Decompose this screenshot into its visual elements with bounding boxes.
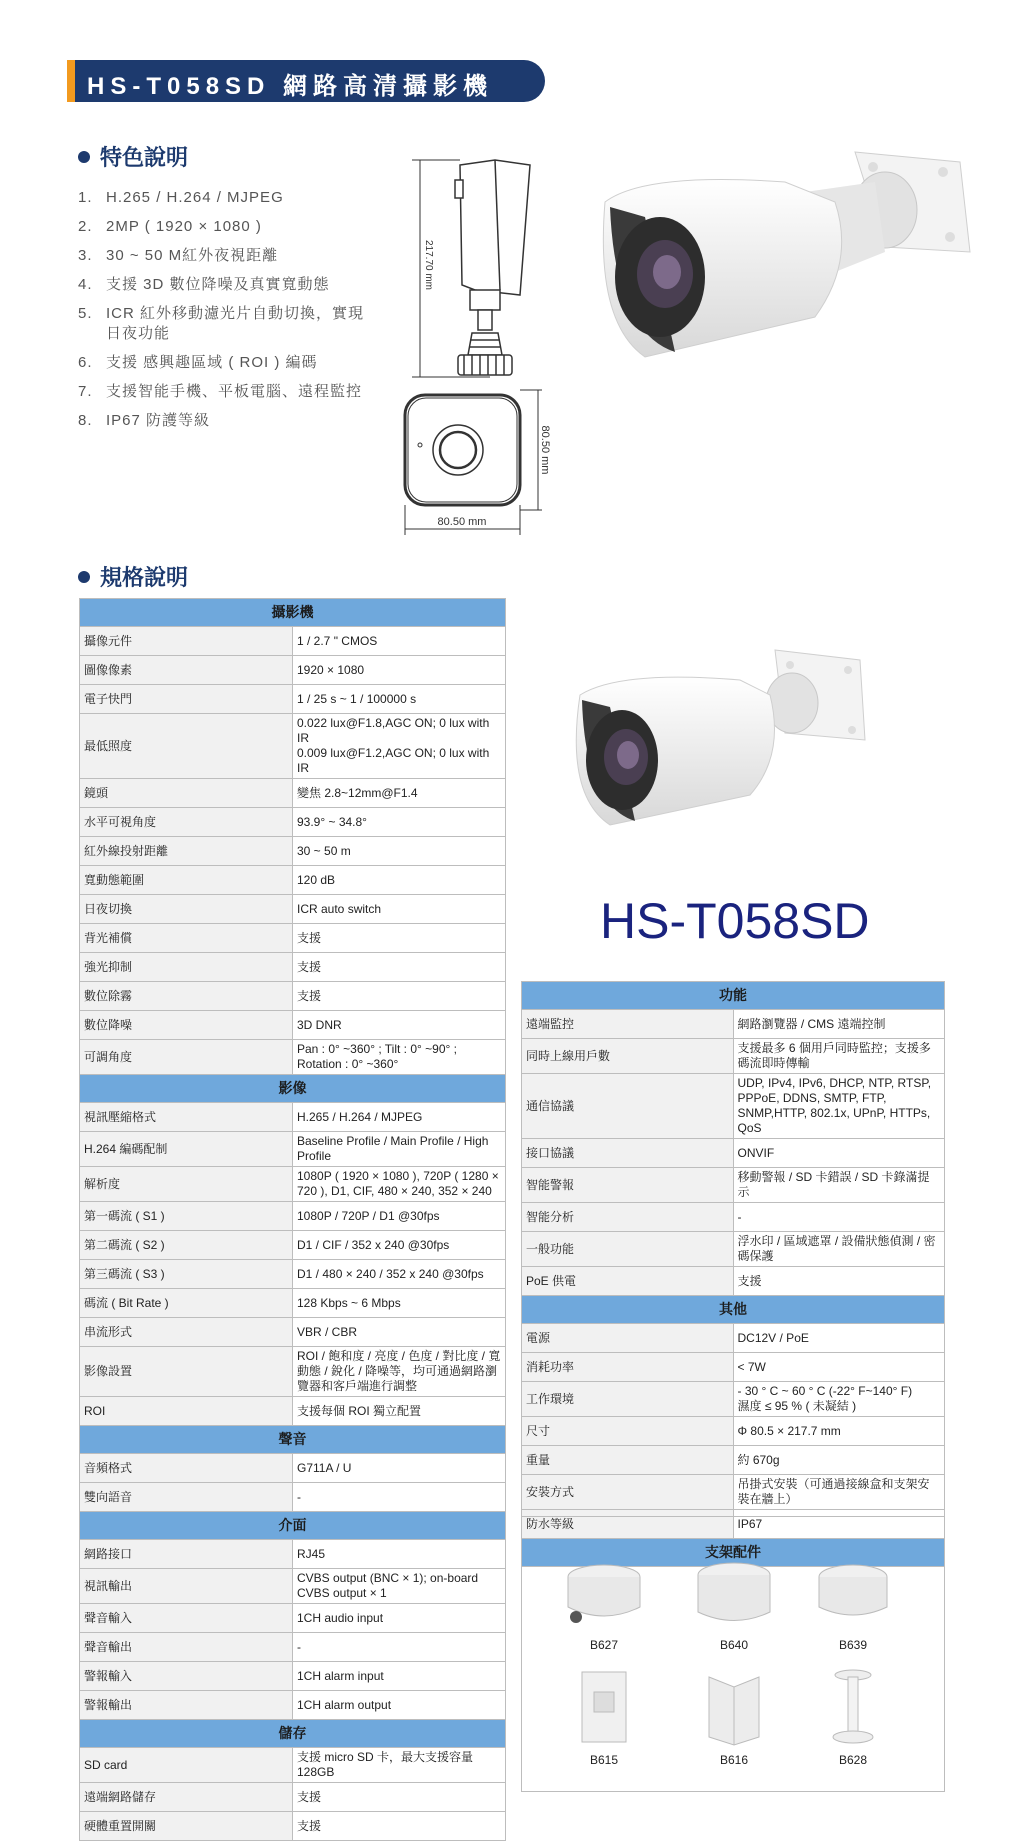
spec-key: 遠端網路儲存 [80,1783,293,1812]
spec-value: Pan : 0° ~360° ; Tilt : 0° ~90° ; Rotation : 0° ~360° [293,1040,506,1075]
table-row [522,1203,945,1232]
spec-value: VBR / CBR [293,1318,506,1347]
spec-key: 視訊輸出 [80,1569,293,1604]
feature-item [78,353,378,373]
feature-item [78,188,378,208]
table-row [80,1454,506,1483]
accessory-label: B627 [589,1638,619,1652]
spec-key: 智能分析 [522,1203,734,1232]
dimension-drawing [400,155,550,545]
accessory-label: B616 [719,1753,749,1767]
spec-value: 支援 [293,924,506,953]
junction-box-icon [694,1557,774,1632]
spec-value: G711A / U [293,1454,506,1483]
accessory-label: B615 [589,1753,619,1767]
spec-value: 1CH alarm output [293,1691,506,1720]
spec-value: 1CH alarm input [293,1662,506,1691]
spec-key: 同時上線用戶數 [522,1039,734,1074]
spec-value: - [733,1203,945,1232]
spec-value: - [293,1483,506,1512]
table-row [80,1040,506,1075]
feature-item [78,217,378,237]
spec-key: 碼流 ( Bit Rate ) [80,1289,293,1318]
feature-text: ICR 紅外移動濾光片自動切換，實現日夜功能 [106,305,365,342]
spec-key: 可調角度 [80,1040,293,1075]
table-row [80,1540,506,1569]
accessory-label: B639 [838,1638,868,1652]
spec-key: 攝像元件 [80,627,293,656]
spec-key: 強光抑制 [80,953,293,982]
accessory-b616 [689,1667,779,1767]
spec-value: 1 / 2.7 " CMOS [293,627,506,656]
model-name: HS-T058SD [600,893,870,949]
width-dimension-label: 80.50 mm [437,516,487,528]
spec-value: ONVIF [733,1139,945,1168]
feature-number: 3. [78,247,93,264]
page-title: HS-T058SD 網路高清攝影機 [87,73,494,100]
spec-value: 1 / 25 s ~ 1 / 100000 s [293,685,506,714]
spec-value: 支援 [293,1812,506,1841]
spec-key: 警報輸出 [80,1691,293,1720]
table-row [80,1783,506,1812]
front-view-drawing [405,390,542,535]
table-row [80,1483,506,1512]
spec-value: 30 ~ 50 m [293,837,506,866]
junction-box-icon [564,1557,644,1632]
table-row [80,1167,506,1202]
features-heading-label: 特色說明 [100,145,189,170]
spec-table-left [79,598,506,1841]
spec-key: 第二碼流 ( S2 ) [80,1231,293,1260]
feature-number: 1. [78,189,93,206]
spec-value: UDP, IPv4, IPv6, DHCP, NTP, RTSP, PPPoE, DDNS, SMTP, FTP, SNMP,HTTP, 802.1x, UPnP, HTTPs, QoS [733,1074,945,1139]
accent-bar [67,60,75,102]
table-row [80,982,506,1011]
section-header-functions: 功能 [522,982,945,1010]
section-header-others: 其他 [522,1296,945,1324]
accessory-b639 [808,1557,898,1652]
table-row [80,1662,506,1691]
table-row [80,837,506,866]
spec-key: 寬動態範圍 [80,866,293,895]
table-row [80,1748,506,1783]
table-row [80,808,506,837]
table-row [80,1812,506,1841]
feature-text: 支援 3D 數位降噪及真實寬動態 [106,276,330,293]
spec-key: 第三碼流 ( S3 ) [80,1260,293,1289]
title-banner [67,60,545,102]
spec-value: 120 dB [293,866,506,895]
spec-value: 變焦 2.8~12mm@F1.4 [293,779,506,808]
spec-key: 鏡頭 [80,779,293,808]
table-row [522,1039,945,1074]
ceiling-mount-icon [813,1667,893,1747]
table-row [522,1267,945,1296]
feature-number: 7. [78,383,93,400]
spec-key: 遠端監控 [522,1010,734,1039]
spec-key: 最低照度 [80,714,293,779]
spec-value: - 30 ° C ~ 60 ° C (-22° F~140° F) 濕度 ≤ 95 % ( 未凝結 ) [733,1382,945,1417]
table-row [522,1139,945,1168]
spec-key: 通信協議 [522,1074,734,1139]
pole-mount-icon [564,1667,644,1747]
spec-value: 支援 [293,1783,506,1812]
spec-value: < 7W [733,1353,945,1382]
feature-text: IP67 防護等級 [106,412,211,429]
spec-value: 浮水印 / 區域遮罩 / 設備狀態偵測 / 密碼保護 [733,1232,945,1267]
spec-key: 紅外線投射距離 [80,837,293,866]
accessory-b615 [559,1667,649,1767]
accessories-panel [521,1516,945,1792]
feature-text: 2MP ( 1920 × 1080 ) [106,218,262,235]
table-row [522,1353,945,1382]
table-row [80,866,506,895]
spec-key: PoE 供電 [522,1267,734,1296]
table-row [80,1347,506,1397]
spec-key: 重量 [522,1446,734,1475]
table-row [80,685,506,714]
accessory-b640 [689,1557,779,1652]
spec-key: 串流形式 [80,1318,293,1347]
feature-text: H.265 / H.264 / MJPEG [106,189,284,206]
table-row [522,1446,945,1475]
spec-key: 硬體重置開關 [80,1812,293,1841]
table-row [522,1074,945,1139]
table-row [522,1168,945,1203]
section-header-audio: 聲音 [80,1426,506,1454]
table-row [80,627,506,656]
table-row [522,1382,945,1417]
spec-key: 第一碼流 ( S1 ) [80,1202,293,1231]
table-row [80,1011,506,1040]
feature-number: 4. [78,276,93,293]
spec-key: 一般功能 [522,1232,734,1267]
spec-key: ROI [80,1397,293,1426]
table-row [80,1103,506,1132]
spec-key: 日夜切換 [80,895,293,924]
feature-item [78,411,378,431]
spec-key: 聲音輸出 [80,1633,293,1662]
spec-key: 防水等級 [522,1510,734,1539]
table-row [80,714,506,779]
spec-key: 數位除霧 [80,982,293,1011]
spec-value: 支援 [733,1267,945,1296]
accessory-b628 [808,1667,898,1767]
spec-key: 聲音輸入 [80,1604,293,1633]
spec-key: 警報輸入 [80,1662,293,1691]
spec-key: 數位降噪 [80,1011,293,1040]
spec-value: 支援每個 ROI 獨立配置 [293,1397,506,1426]
section-header-storage: 儲存 [80,1720,506,1748]
table-row [80,1318,506,1347]
table-row [80,1231,506,1260]
spec-key: SD card [80,1748,293,1783]
spec-value: - [293,1633,506,1662]
table-row [80,1132,506,1167]
spec-value: CVBS output (BNC × 1); on-board CVBS output × 1 [293,1569,506,1604]
spec-value: H.265 / H.264 / MJPEG [293,1103,506,1132]
spec-value: D1 / CIF / 352 x 240 @30fps [293,1231,506,1260]
section-header-image: 影像 [80,1075,506,1103]
spec-key: 雙向語音 [80,1483,293,1512]
section-header-accessories: 支架配件 [522,1539,945,1567]
spec-heading-label: 規格說明 [100,565,189,590]
spec-key: 解析度 [80,1167,293,1202]
spec-value: 支援 [293,982,506,1011]
section-header-interface: 介面 [80,1512,506,1540]
feature-item [78,382,378,402]
accessory-b627 [559,1557,649,1652]
table-row [522,1324,945,1353]
spec-value: 93.9° ~ 34.8° [293,808,506,837]
spec-key: 工作環境 [522,1382,734,1417]
feature-text: 支援智能手機、平板電腦、遠程監控 [106,383,363,400]
spec-value: 3D DNR [293,1011,506,1040]
feature-item [78,304,378,344]
spec-key: 背光補償 [80,924,293,953]
table-row [80,1202,506,1231]
spec-value: ICR auto switch [293,895,506,924]
spec-key: 電源 [522,1324,734,1353]
feature-item [78,246,378,266]
table-row [522,1232,945,1267]
spec-value: 支援最多 6 個用戶同時監控；支援多碼流即時傳輸 [733,1039,945,1074]
spec-heading [78,561,188,592]
table-row [80,953,506,982]
depth-dimension-label: 80.50 mm [539,425,551,475]
feature-text: 30 ~ 50 M紅外夜視距離 [106,247,279,264]
spec-value: Φ 80.5 × 217.7 mm [733,1417,945,1446]
table-row [80,1289,506,1318]
spec-key: 影像設置 [80,1347,293,1397]
accessory-label: B640 [719,1638,749,1652]
table-row [80,895,506,924]
spec-value: 支援 [293,953,506,982]
spec-value: 1920 × 1080 [293,656,506,685]
camera-small-image [560,645,880,845]
feature-item [78,275,378,295]
feature-number: 8. [78,412,93,429]
spec-value: 1080P / 720P / D1 @30fps [293,1202,506,1231]
spec-value: RJ45 [293,1540,506,1569]
spec-value: Baseline Profile / Main Profile / High Profile [293,1132,506,1167]
feature-text: 支援 感興趣區域 ( ROI ) 編碼 [106,354,318,371]
junction-box-icon [813,1557,893,1632]
spec-value: D1 / 480 × 240 / 352 x 240 @30fps [293,1260,506,1289]
camera-product-image [585,142,985,382]
features-heading [78,141,188,172]
spec-key: 網路接口 [80,1540,293,1569]
table-row [80,1569,506,1604]
spec-key: 智能警報 [522,1168,734,1203]
spec-value: 128 Kbps ~ 6 Mbps [293,1289,506,1318]
spec-value: 1CH audio input [293,1604,506,1633]
spec-value: 支援 micro SD 卡，最大支援容量 128GB [293,1748,506,1783]
spec-key: 消耗功率 [522,1353,734,1382]
spec-key: H.264 編碼配制 [80,1132,293,1167]
table-row [80,779,506,808]
spec-value: 1080P ( 1920 × 1080 ), 720P ( 1280 × 720 ), D1, CIF, 480 × 240, 352 × 240 [293,1167,506,1202]
feature-number: 5. [78,305,93,322]
spec-value: DC12V / PoE [733,1324,945,1353]
spec-key: 安裝方式 [522,1475,734,1510]
accessory-label: B628 [838,1753,868,1767]
bullet-icon [78,151,90,163]
table-row [80,656,506,685]
spec-value: 網路瀏覽器 / CMS 遠端控制 [733,1010,945,1039]
spec-key: 圖像像素 [80,656,293,685]
bullet-icon [78,571,90,583]
spec-value: 移動警報 / SD 卡錯誤 / SD 卡錄滿提示 [733,1168,945,1203]
table-row [80,1633,506,1662]
feature-number: 2. [78,218,93,235]
corner-mount-icon [694,1667,774,1747]
spec-table-right [521,981,945,1567]
table-row [80,924,506,953]
spec-value: 0.022 lux@F1.8,AGC ON; 0 lux with IR 0.009 lux@F1.2,AGC ON; 0 lux with IR [293,714,506,779]
table-row [80,1604,506,1633]
feature-number: 6. [78,354,93,371]
spec-value: ROI / 飽和度 / 亮度 / 色度 / 對比度 / 寬動態 / 銳化 / 降噪等，均可通過網路瀏覽器和客戶端進行調整 [293,1347,506,1397]
table-row [80,1260,506,1289]
features-list [78,188,378,440]
spec-key: 尺寸 [522,1417,734,1446]
table-row [522,1475,945,1510]
table-row [80,1691,506,1720]
height-dimension-label: 217.70 mm [423,239,434,291]
section-header-camera: 攝影機 [80,599,506,627]
table-row [522,1417,945,1446]
spec-key: 電子快門 [80,685,293,714]
spec-key: 水平可視角度 [80,808,293,837]
table-row [80,1397,506,1426]
table-row [522,1010,945,1039]
spec-key: 音頻格式 [80,1454,293,1483]
spec-value: IP67 [733,1510,945,1539]
spec-key: 接口協議 [522,1139,734,1168]
spec-key: 視訊壓縮格式 [80,1103,293,1132]
spec-value: 約 670g [733,1446,945,1475]
spec-value: 吊掛式安裝（可通過接線盒和支架安裝在牆上） [733,1475,945,1510]
